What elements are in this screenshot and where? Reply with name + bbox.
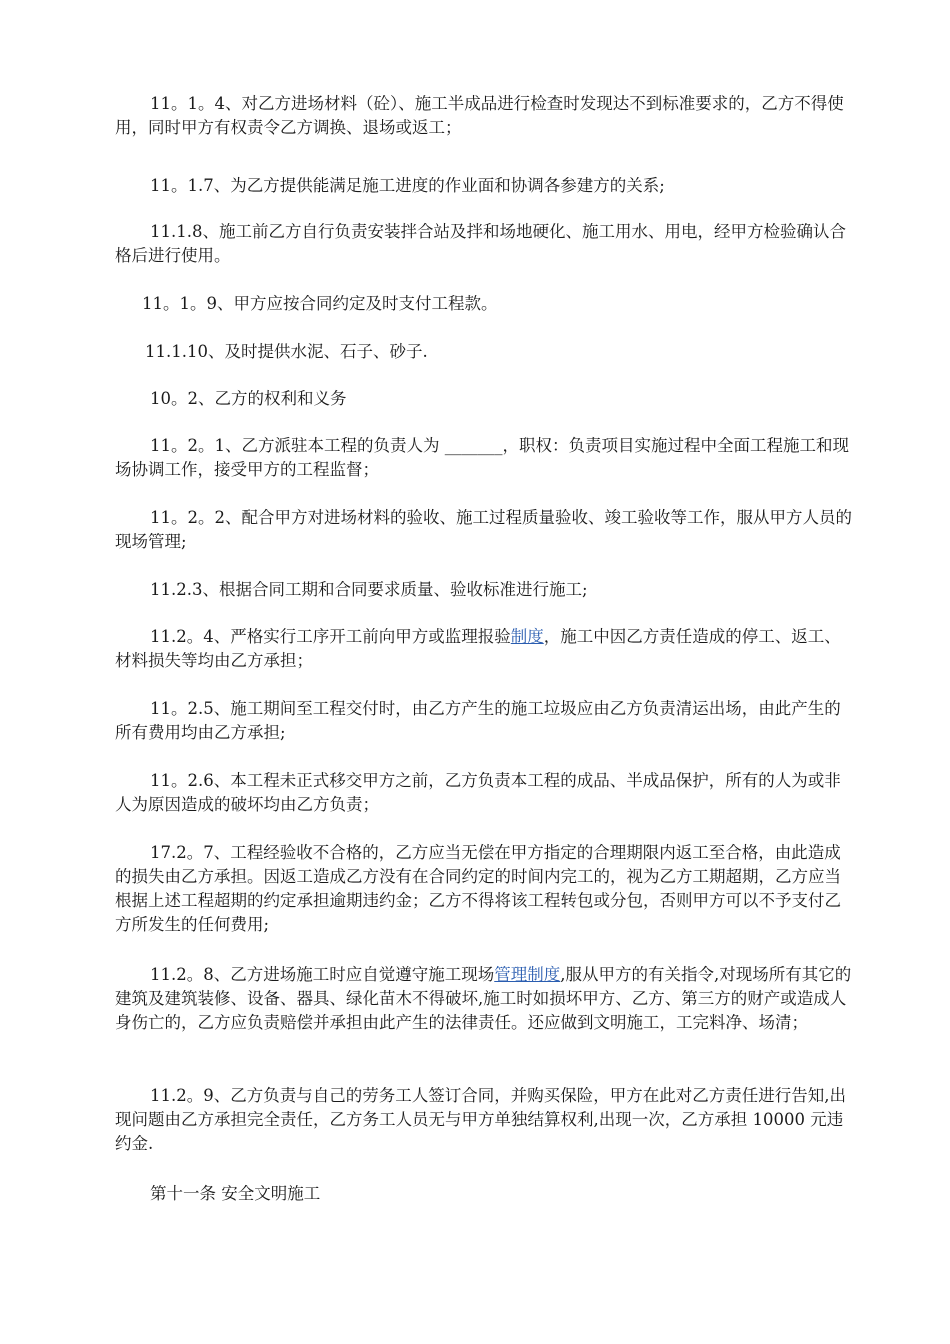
- clause-11-1-4: 11。1。4、对乙方进场材料（砼）、施工半成品进行检查时发现达不到标准要求的，乙方不得使用，同时甲方有权责令乙方调换、退场或返工；: [115, 94, 844, 137]
- clause-11-2-8: 11.2。8、乙方进场施工时应自觉遵守施工现场管理制度,服从甲方的有关指令,对现场所有其它的建筑及建筑装修、设备、器具、绿化苗木不得破坏,施工时如损坏甲方、乙方、第三方的财产或造成人身伤亡的，乙方应负责赔偿并承担由此产生的法律责任。还应做到文明施工，工完料净、场清；: [115, 965, 852, 1032]
- clause-11-2-4: 11.2。4、严格实行工序开工前向甲方或监理报验制度，施工中因乙方责任造成的停工、返工、材料损失等均由乙方承担；: [115, 627, 841, 670]
- clause-11-1-9: 11。1。9、甲方应按合同约定及时支付工程款。: [142, 294, 498, 313]
- section-10-2-heading: 10。2、乙方的权利和义务: [150, 389, 347, 408]
- clause-11-2-2: 11。2。2、配合甲方对进场材料的验收、施工过程质量验收、竣工验收等工作，服从甲方人员的现场管理;: [115, 508, 852, 551]
- clause-11-2-1: 11。2。1、乙方派驻本工程的负责人为 _______，职权：负责项目实施过程中全面工程施工和现场协调工作，接受甲方的工程监督；: [115, 436, 849, 479]
- clause-11-1-7: 11。1.7、为乙方提供能满足施工进度的作业面和协调各参建方的关系;: [150, 176, 665, 195]
- clause-11-2-9: 11.2。9、乙方负责与自己的劳务工人签订合同，并购买保险，甲方在此对乙方责任进行告知,出现问题由乙方承担完全责任，乙方务工人员无与甲方单独结算权利,出现一次，乙方承担 10000 元违约金.: [115, 1086, 846, 1153]
- clause-11-2-6: 11。2.6、本工程未正式移交甲方之前，乙方负责本工程的成品、半成品保护，所有的人为或非人为原因造成的破坏均由乙方负责；: [115, 771, 841, 814]
- clause-11-1-10: 11.1.10、及时提供水泥、石子、砂子.: [145, 342, 428, 361]
- system-link[interactable]: 制度: [510, 627, 544, 646]
- clause-11-2-3: 11.2.3、根据合同工期和合同要求质量、验收标准进行施工;: [150, 580, 588, 599]
- clause-11-2-5: 11。2.5、施工期间至工程交付时，由乙方产生的施工垃圾应由乙方负责清运出场，由此产生的所有费用均由乙方承担;: [115, 699, 841, 742]
- clause-17-2-7: 17.2。7、工程经验收不合格的，乙方应当无偿在甲方指定的合理期限内返工至合格，由此造成的损失由乙方承担。因返工造成乙方没有在合同约定的时间内完工的，视为乙方工期超期，乙方应当根据上述工程超期的约定承担逾期违约金；乙方不得将该工程转包或分包，否则甲方可以不予支付乙方所发生的任何费用;: [115, 843, 841, 934]
- clause-11-1-8: 11.1.8、施工前乙方自行负责安装拌合站及拌和场地硬化、施工用水、用电，经甲方检验确认合格后进行使用。: [115, 222, 846, 265]
- article-11-heading: 第十一条 安全文明施工: [150, 1184, 321, 1203]
- management-system-link[interactable]: 管理制度: [494, 965, 561, 984]
